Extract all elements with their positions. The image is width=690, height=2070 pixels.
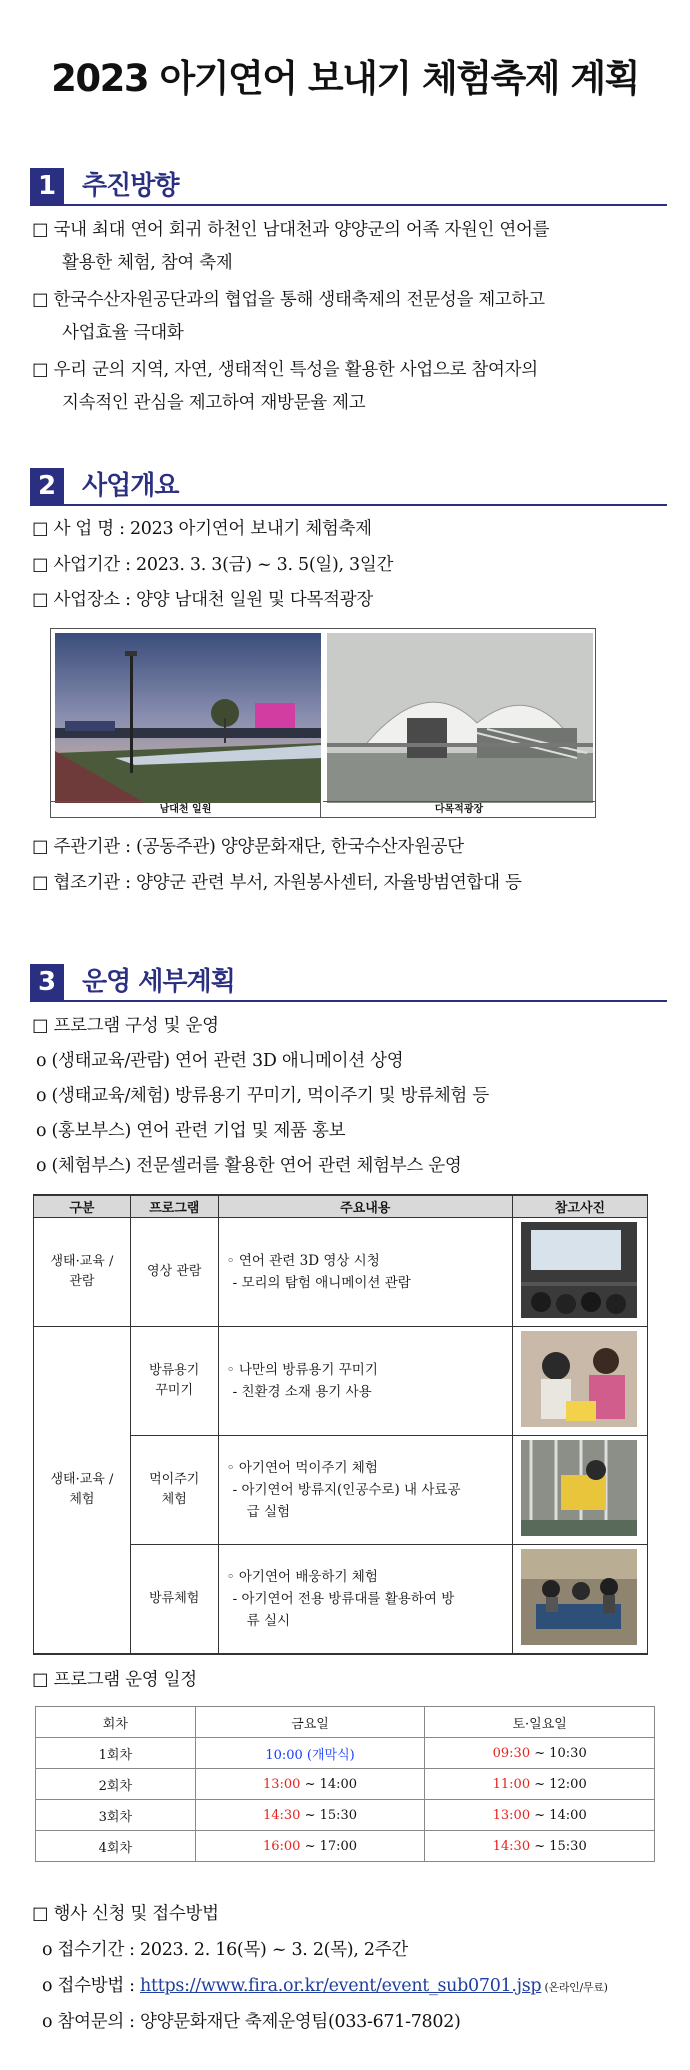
program-cell	[130, 1435, 218, 1544]
table-header: 토·일요일	[425, 1707, 655, 1738]
cell-text: ◦ 아기연어 먹이주기 체험	[226, 1459, 378, 1476]
table-row	[36, 1707, 655, 1738]
text-line: □ 협조기관 : 양양군 관련 부서, 자원봉사센터, 자율방범연합대 등	[32, 873, 522, 893]
start-time: 11:00	[492, 1776, 531, 1792]
friday-cell	[195, 1800, 425, 1831]
table-row	[36, 1831, 655, 1862]
end-time: ~ 14:00	[530, 1807, 587, 1823]
table-row	[36, 1800, 655, 1831]
round-cell: 1회차	[36, 1738, 196, 1769]
start-time: 14:30	[262, 1807, 301, 1823]
text-line: □ 행사 신청 및 접수방법	[32, 1904, 219, 1924]
cell-text: - 아기연어 방류지(인공수로) 내 사료공	[232, 1481, 461, 1498]
page-title: 2023 아기연어 보내기 체험축제 계획	[51, 57, 639, 100]
photo-namdaecheon	[55, 633, 321, 803]
cell-text: 체험	[161, 1491, 187, 1507]
cell-text: ◦ 나만의 방류용기 꾸미기	[226, 1361, 378, 1378]
section-number: 1	[30, 168, 64, 204]
content-cell	[218, 1435, 512, 1544]
end-time: ~ 15:30	[530, 1838, 587, 1854]
content-cell	[218, 1217, 512, 1326]
text-line: □ 주관기관 : (공동주관) 양양문화재단, 한국수산자원공단	[32, 837, 464, 857]
bullet-item	[42, 1974, 608, 2000]
photo-cell	[512, 1326, 647, 1435]
table-row	[36, 1738, 655, 1769]
section-title: 추진방향	[82, 171, 179, 201]
round-cell: 3회차	[36, 1800, 196, 1831]
schedule-table	[35, 1706, 655, 1862]
text-line: □ 한국수산자원공단과의 협업을 통해 생태축제의 전문성을 제고하고	[32, 290, 545, 310]
cell-text: 관람	[69, 1273, 95, 1289]
bullet-item: o 접수기간 : 2023. 2. 16(목) ~ 3. 2(목), 2주간	[42, 1940, 408, 1960]
table-row	[34, 1217, 648, 1326]
start-time: 13:00	[492, 1807, 531, 1823]
cell-text: - 모리의 탐험 애니메이션 관람	[232, 1274, 411, 1291]
photo-release	[521, 1549, 637, 1645]
table-header: 프로그램	[130, 1195, 218, 1217]
text-line: □ 사업기간 : 2023. 3. 3(금) ~ 3. 5(일), 3일간	[32, 555, 394, 575]
cell-text: ◦ 아기연어 배웅하기 체험	[226, 1568, 378, 1585]
start-time: 10:00	[265, 1747, 303, 1763]
text-line: □ 우리 군의 지역, 자연, 생태적인 특성을 활용한 사업으로 참여자의	[32, 360, 538, 380]
section-header-3	[30, 962, 667, 1002]
end-time: ~ 12:00	[530, 1776, 587, 1792]
section-title: 사업개요	[82, 471, 179, 501]
cell-text: - 친환경 소재 용기 사용	[232, 1383, 372, 1400]
cell-text: 먹이주기	[149, 1471, 200, 1487]
weekend-cell	[425, 1831, 655, 1862]
table-header: 구분	[34, 1195, 131, 1217]
text-line: □ 사업장소 : 양양 남대천 일원 및 다목적광장	[32, 590, 373, 610]
time-note: (개막식)	[302, 1747, 355, 1763]
category-cell	[34, 1326, 131, 1654]
start-time: 14:30	[492, 1838, 531, 1854]
apply-method-label: o 접수방법 :	[42, 1976, 141, 1996]
photo-container-decorating	[521, 1331, 637, 1427]
end-time: ~ 14:00	[300, 1776, 358, 1792]
cell-text: 꾸미기	[155, 1382, 194, 1398]
end-time: ~ 17:00	[300, 1838, 358, 1854]
photo-video-viewing	[521, 1222, 637, 1318]
cell-text: 체험	[69, 1491, 95, 1507]
section-title: 운영 세부계획	[82, 967, 235, 997]
bullet-item: o (체험부스) 전문셀러를 활용한 연어 관련 체험부스 운영	[36, 1156, 462, 1176]
section-header-1	[30, 166, 667, 206]
friday-cell	[195, 1738, 425, 1769]
bullet-item: o (홍보부스) 연어 관련 기업 및 제품 홍보	[36, 1121, 346, 1141]
photo-caption: 다목적광장	[323, 801, 595, 817]
photo-feeding	[521, 1440, 637, 1536]
program-cell	[130, 1544, 218, 1654]
photo-cell	[512, 1217, 647, 1326]
photo-caption: 남대천 일원	[51, 801, 321, 817]
start-time: 16:00	[262, 1838, 301, 1854]
text-line: □ 사 업 명 : 2023 아기연어 보내기 체험축제	[32, 519, 372, 539]
start-time: 09:30	[492, 1745, 531, 1761]
content-cell	[218, 1544, 512, 1654]
text-line: □ 프로그램 운영 일정	[32, 1670, 197, 1690]
program-cell	[130, 1326, 218, 1435]
end-time: ~ 15:30	[300, 1807, 358, 1823]
friday-cell	[195, 1769, 425, 1800]
cell-text: ◦ 연어 관련 3D 영상 시청	[226, 1252, 380, 1269]
cell-text: 방류용기	[149, 1362, 200, 1378]
apply-link[interactable]: https://www.fira.or.kr/event/event_sub0701.jsp	[140, 1976, 542, 1996]
cell-text: 영상 관람	[147, 1263, 202, 1279]
text-line: □ 국내 최대 연어 회귀 하천인 남대천과 양양군의 어족 자원인 연어를	[32, 220, 550, 240]
photo-cell	[512, 1544, 647, 1654]
program-cell	[130, 1217, 218, 1326]
text-line: 지속적인 관심을 제고하여 재방문율 제고	[62, 393, 366, 413]
cell-text: - 아기연어 전용 방류대를 활용하여 방	[232, 1590, 455, 1607]
bullet-item: o 참여문의 : 양양문화재단 축제운영팀(033-671-7802)	[42, 2012, 461, 2032]
table-row	[36, 1769, 655, 1800]
photo-cell	[512, 1435, 647, 1544]
cell-text: 급 실험	[246, 1503, 291, 1520]
table-header: 주요내용	[218, 1195, 512, 1217]
text-line: 활용한 체험, 참여 축제	[62, 253, 233, 273]
weekend-cell	[425, 1738, 655, 1769]
cell-text: 류 실시	[246, 1612, 291, 1629]
text-line: 사업효율 극대화	[62, 323, 184, 343]
round-cell: 4회차	[36, 1831, 196, 1862]
photo-plaza	[327, 633, 593, 803]
weekend-cell	[425, 1769, 655, 1800]
program-table	[33, 1194, 648, 1655]
bullet-item: o (생태교육/체험) 방류용기 꾸미기, 먹이주기 및 방류체험 등	[36, 1086, 489, 1106]
cell-text: 생태·교육 /	[50, 1253, 114, 1269]
end-time: ~ 10:30	[530, 1745, 587, 1761]
photo-panel	[50, 628, 596, 818]
weekend-cell	[425, 1800, 655, 1831]
category-cell	[34, 1217, 131, 1326]
cell-text: 생태·교육 /	[50, 1471, 114, 1487]
cell-text: 방류체험	[149, 1590, 200, 1606]
table-header: 금요일	[195, 1707, 425, 1738]
table-header: 참고사진	[512, 1195, 647, 1217]
section-number: 2	[30, 468, 64, 504]
round-cell: 2회차	[36, 1769, 196, 1800]
table-header: 회차	[36, 1707, 196, 1738]
start-time: 13:00	[262, 1776, 301, 1792]
bullet-item: o (생태교육/관람) 연어 관련 3D 애니메이션 상영	[36, 1051, 404, 1071]
friday-cell	[195, 1831, 425, 1862]
text-line: □ 프로그램 구성 및 운영	[32, 1016, 219, 1036]
content-cell	[218, 1326, 512, 1435]
table-row	[34, 1326, 648, 1435]
section-number: 3	[30, 964, 64, 1000]
section-header-2	[30, 466, 667, 506]
apply-note: (온라인/무료)	[541, 1981, 608, 1994]
